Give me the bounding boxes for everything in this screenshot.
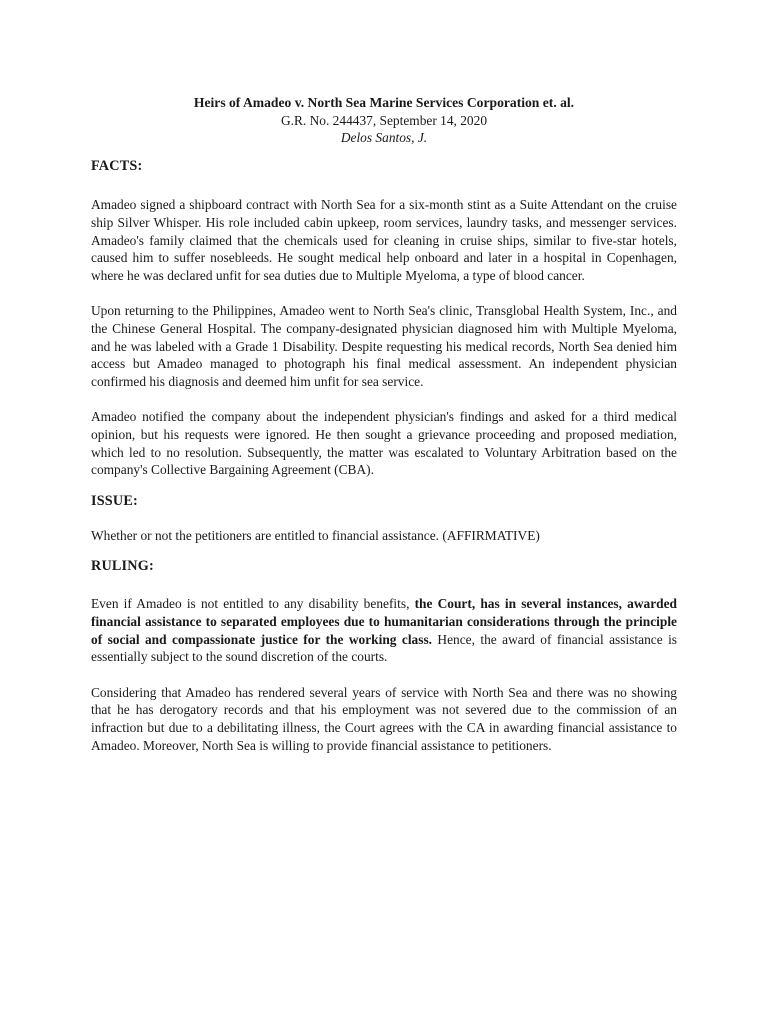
facts-paragraph-2: Upon returning to the Philippines, Amadeo went to North Sea's clinic, Transglobal Health System, Inc., and the Chinese General Hospital. The company-designated physician diagnosed him with Multiple Myeloma, and he was labeled with a Grade 1 Disability. Despite requesting his medical records, North Sea denied him access but Amadeo managed to photograph his final medical assessment. An independent physician confirmed his diagnosis and deemed him unfit for sea service.: [91, 303, 677, 389]
ponente: Delos Santos, J.: [340, 130, 428, 146]
facts-heading: FACTS:: [91, 157, 143, 174]
ruling-paragraph-1-lead: Even if Amadeo is not entitled to any disability benefits,: [91, 596, 415, 612]
gr-number-line: G.R. No. 244437, September 14, 2020: [280, 112, 488, 128]
case-title: Heirs of Amadeo v. North Sea Marine Services Corporation et. al.: [193, 95, 575, 110]
case-header: [91, 94, 677, 147]
facts-paragraph-3: Amadeo notified the company about the independent physician's findings and asked for a third medical opinion, but his requests were ignored. He then sought a grievance proceeding and proposed mediation, which led to no resolution. Subsequently, the matter was escalated to Voluntary Arbitration based on the company's Collective Bargaining Agreement (CBA).: [91, 409, 677, 478]
case-digest: [91, 94, 677, 754]
issue-heading: ISSUE:: [91, 492, 138, 509]
ruling-paragraph-2: Considering that Amadeo has rendered several years of service with North Sea and there was no showing that he has derogatory records and that his employment was not severed due to the commission of an infraction but due to a debilitating illness, the Court agrees with the CA in awarding financial assistance to Amadeo. Moreover, North Sea is willing to provide financial assistance to petitioners.: [91, 684, 677, 753]
facts-paragraph-1: Amadeo signed a shipboard contract with North Sea for a six-month stint as a Suite Attendant on the cruise ship Silver Whisper. His role included cabin upkeep, room services, laundry tasks, and messenger services. Amadeo's family claimed that the chemicals used for cleaning in cruise ships, similar to five-star hotels, caused him to suffer nosebleeds. He sought medical help onboard and later in a hospital in Copenhagen, where he was declared unfit for sea duties due to Multiple Myeloma, a type of blood cancer.: [91, 197, 677, 283]
ruling-paragraph-1-emphasis: the Court, has in several instances, awarded financial assistance to separated employees due to humanitarian considerations through the principle of social and compassionate justice for the working class.: [91, 596, 677, 647]
ruling-paragraph-1: [91, 595, 677, 665]
ruling-heading: RULING:: [91, 557, 154, 574]
ruling-paragraph-1-tail: Hence, the award of financial assistance is essentially subject to the sound discretion of the courts.: [91, 631, 678, 665]
issue-text: Whether or not the petitioners are entitled to financial assistance. (AFFIRMATIVE): [91, 528, 540, 544]
